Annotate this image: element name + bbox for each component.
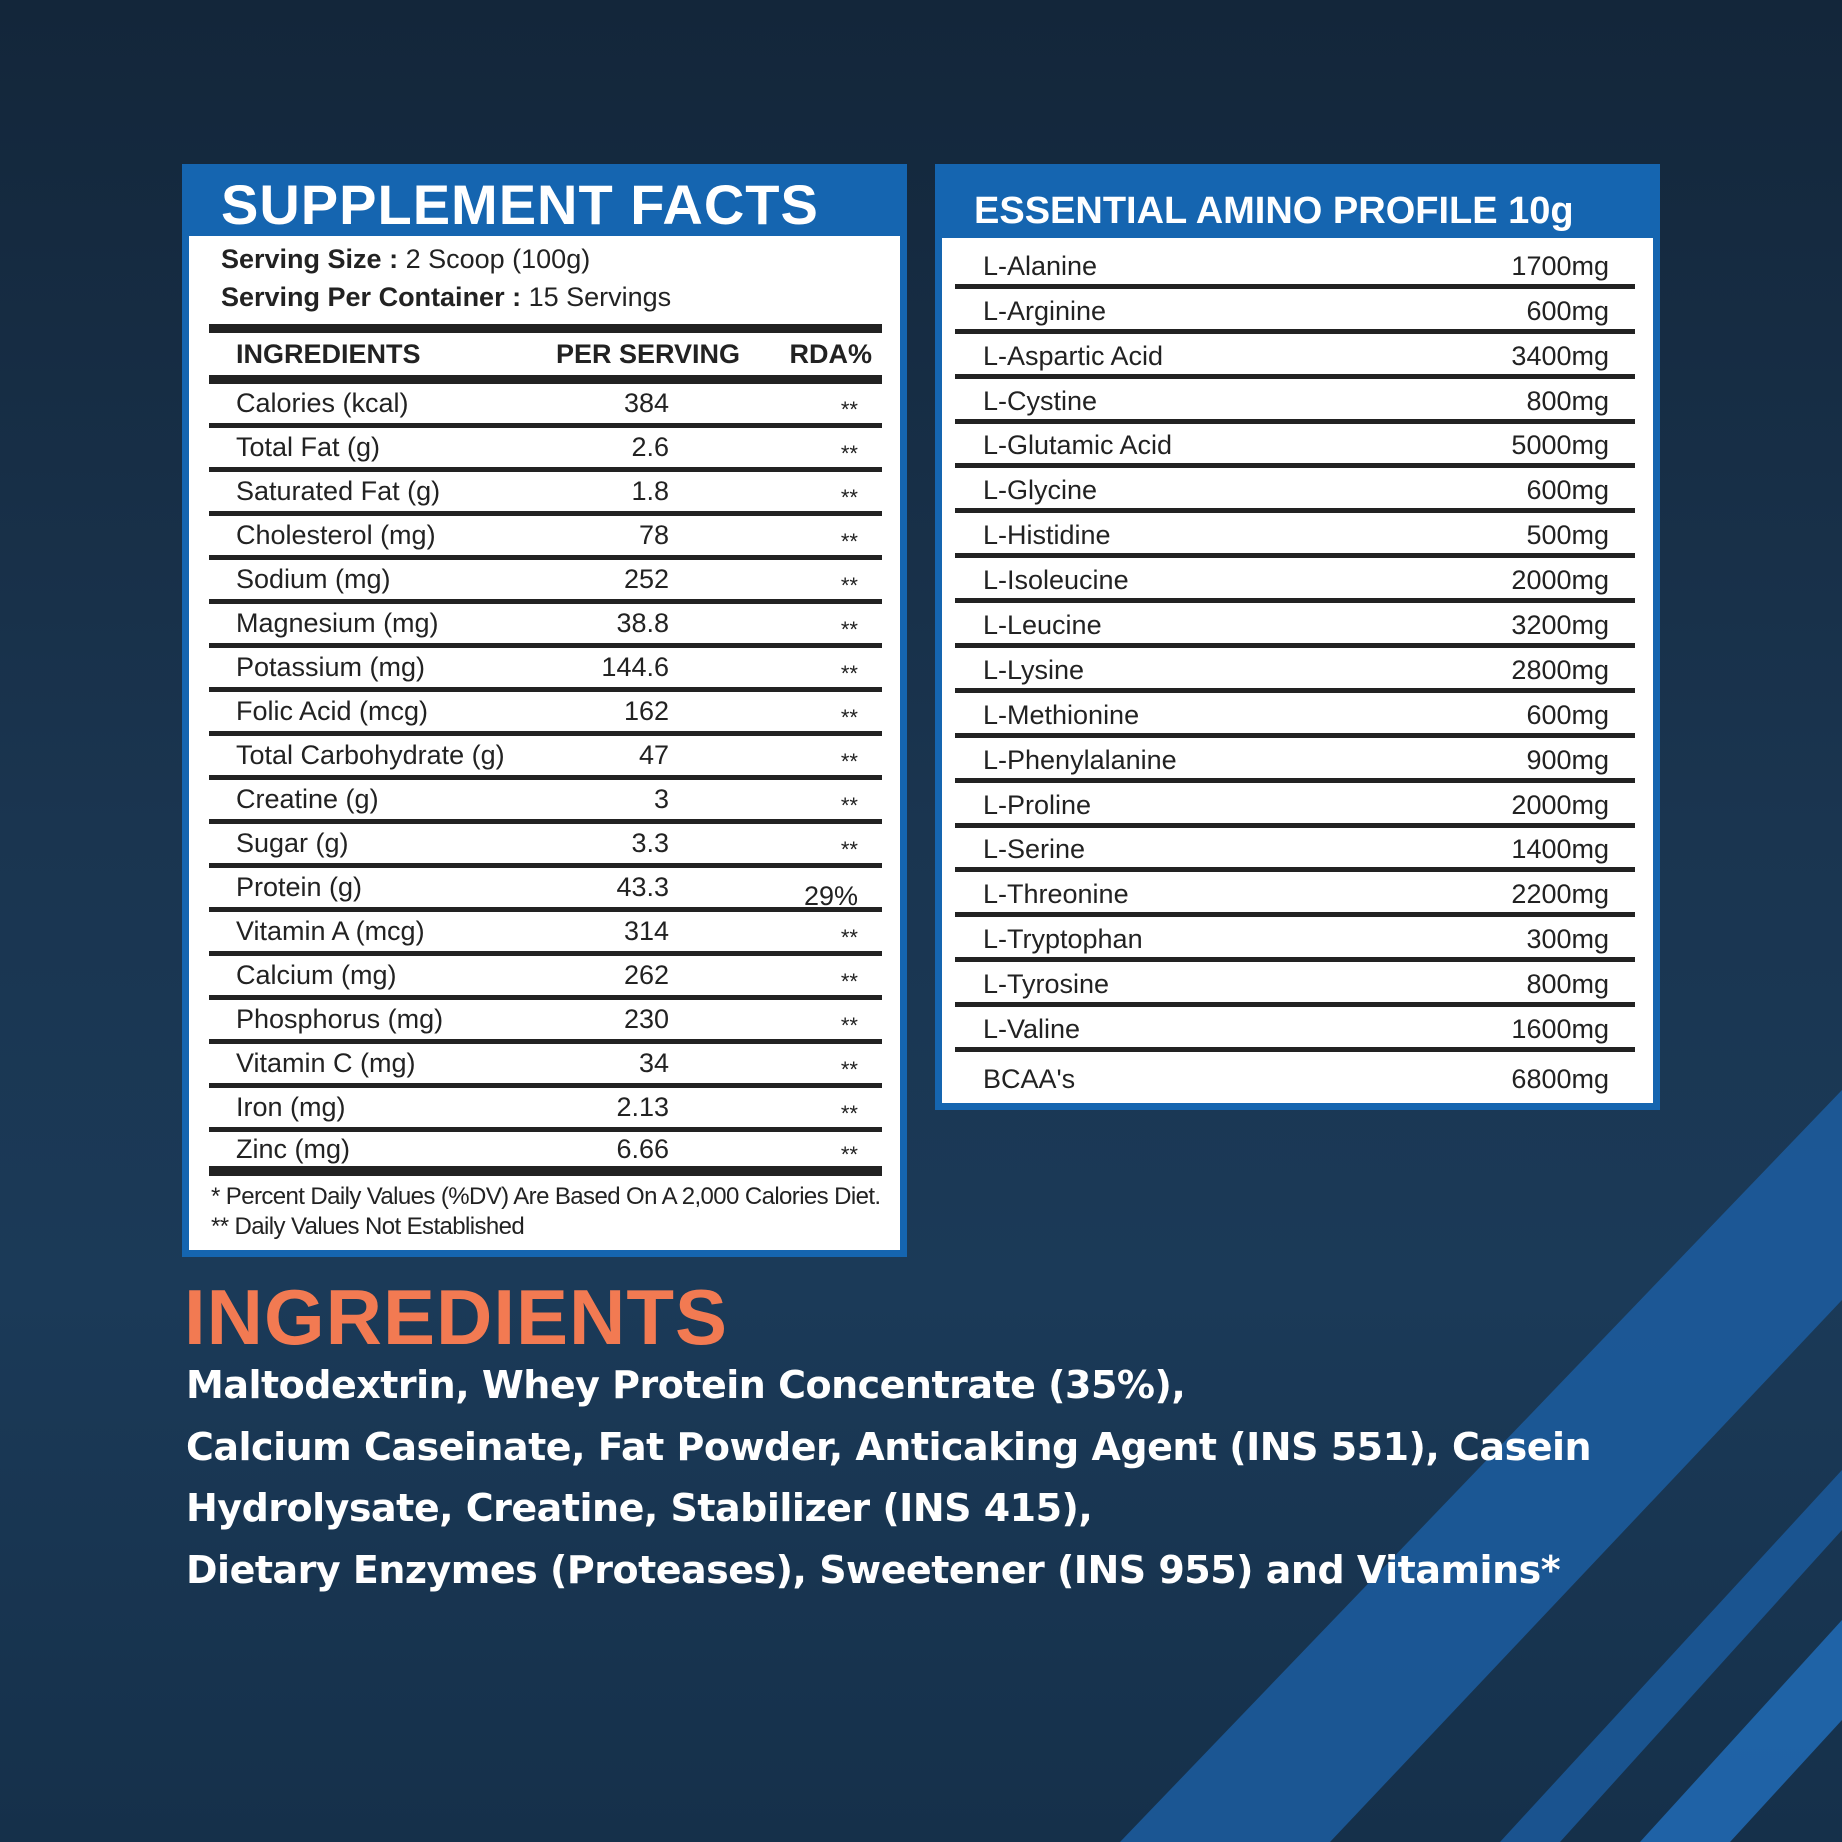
footnote: * Percent Daily Values (%DV) Are Based On A 2,000 Calories Diet. bbox=[211, 1183, 881, 1210]
amino-row bbox=[955, 244, 1635, 289]
amino-row bbox=[955, 334, 1635, 379]
table-row bbox=[209, 780, 882, 824]
per-serving-value: 262 bbox=[623, 960, 669, 990]
amino-name: L-Tryptophan bbox=[983, 924, 1143, 955]
per-serving-value: 314 bbox=[623, 916, 669, 946]
amino-value: 2000mg bbox=[1511, 565, 1609, 596]
ingredient-name: Calcium (mg) bbox=[236, 960, 397, 990]
amino-row bbox=[955, 872, 1635, 917]
per-serving-value: 6.66 bbox=[616, 1133, 669, 1164]
amino-row bbox=[955, 783, 1635, 828]
amino-value: 5000mg bbox=[1511, 430, 1609, 461]
amino-name: L-Cystine bbox=[983, 385, 1098, 416]
ingredients-line: Maltodextrin, Whey Protein Concentrate (35%), bbox=[186, 1363, 1186, 1407]
amino-name: L-Alanine bbox=[983, 250, 1098, 281]
rda-value: ** bbox=[840, 616, 858, 642]
table-row bbox=[209, 384, 882, 428]
rda-value: ** bbox=[840, 528, 858, 554]
rda-value: ** bbox=[840, 396, 858, 422]
rda-value: ** bbox=[840, 1012, 858, 1038]
amino-value: 3400mg bbox=[1511, 340, 1609, 371]
amino-row bbox=[955, 603, 1635, 648]
supplement-facts-panel bbox=[182, 164, 907, 1257]
per-serving-value: 162 bbox=[623, 696, 669, 726]
per-serving-value: 3 bbox=[653, 784, 669, 814]
per-serving-value: 252 bbox=[623, 564, 669, 594]
rda-value: ** bbox=[840, 968, 858, 994]
amino-value: 2000mg bbox=[1511, 789, 1609, 820]
rda-value: ** bbox=[840, 748, 858, 774]
table-row bbox=[209, 824, 882, 868]
table-row bbox=[209, 648, 882, 692]
amino-name: L-Glutamic Acid bbox=[983, 430, 1173, 461]
ingredient-name: Vitamin A (mcg) bbox=[236, 916, 425, 946]
per-serving-value: 144.6 bbox=[601, 652, 669, 682]
table-row bbox=[209, 516, 882, 560]
amino-profile-panel bbox=[935, 164, 1660, 1110]
amino-name: L-Methionine bbox=[983, 699, 1140, 730]
amino-name: L-Proline bbox=[983, 789, 1092, 820]
per-serving-value: 43.3 bbox=[616, 872, 669, 902]
rda-value: ** bbox=[840, 924, 858, 950]
per-serving-value: 34 bbox=[638, 1048, 669, 1078]
servings-label: Serving Per Container : bbox=[221, 282, 522, 312]
amino-row bbox=[955, 738, 1635, 783]
amino-name: L-Glycine bbox=[983, 475, 1098, 506]
rda-value: ** bbox=[840, 1142, 858, 1167]
amino-value: 2200mg bbox=[1511, 879, 1609, 910]
serving-size: 2 Scoop (100g) bbox=[405, 244, 591, 274]
ingredient-name: Cholesterol (mg) bbox=[236, 520, 436, 550]
per-serving-value: 1.8 bbox=[631, 476, 669, 506]
ingredient-name: Phosphorus (mg) bbox=[236, 1004, 444, 1034]
table-row bbox=[209, 736, 882, 780]
rda-value: ** bbox=[840, 836, 858, 862]
column-header: INGREDIENTS bbox=[236, 338, 421, 369]
servings: 15 Servings bbox=[528, 282, 672, 312]
table-row bbox=[209, 1000, 882, 1044]
table-row bbox=[209, 868, 882, 912]
amino-value: 500mg bbox=[1526, 520, 1609, 551]
amino-row bbox=[955, 558, 1635, 603]
amino-name: L-Leucine bbox=[983, 610, 1102, 641]
amino-profile-title: ESSENTIAL AMINO PROFILE 10g bbox=[942, 171, 1653, 238]
ingredients-text bbox=[186, 1355, 1591, 1601]
table-row bbox=[209, 956, 882, 1000]
rda-value: ** bbox=[840, 1056, 858, 1082]
amino-value: 1400mg bbox=[1511, 834, 1609, 865]
amino-name: L-Lysine bbox=[983, 654, 1085, 685]
table-row bbox=[209, 472, 882, 516]
rda-value: ** bbox=[840, 660, 858, 686]
per-serving-value: 78 bbox=[638, 520, 669, 550]
table-row bbox=[209, 1088, 882, 1132]
per-serving-value: 2.6 bbox=[631, 432, 669, 462]
amino-name: L-Histidine bbox=[983, 520, 1111, 551]
amino-value: 800mg bbox=[1526, 969, 1609, 1000]
amino-name: BCAA's bbox=[983, 1063, 1076, 1094]
ingredients-line: Hydrolysate, Creatine, Stabilizer (INS 415), bbox=[186, 1486, 1093, 1530]
serving-size-label: Serving Size : bbox=[221, 244, 399, 274]
amino-value: 1700mg bbox=[1511, 250, 1609, 281]
amino-name: L-Serine bbox=[983, 834, 1086, 865]
ingredient-name: Creatine (g) bbox=[236, 784, 379, 814]
amino-row bbox=[955, 693, 1635, 738]
amino-row bbox=[955, 828, 1635, 873]
amino-value: 2800mg bbox=[1511, 654, 1609, 685]
amino-row bbox=[955, 379, 1635, 424]
amino-name: L-Tyrosine bbox=[983, 969, 1110, 1000]
amino-row bbox=[955, 1052, 1635, 1097]
amino-value: 600mg bbox=[1526, 295, 1609, 326]
amino-row bbox=[955, 468, 1635, 513]
ingredient-name: Sodium (mg) bbox=[236, 564, 391, 594]
ingredient-name: Iron (mg) bbox=[236, 1092, 346, 1122]
rda-value: ** bbox=[840, 484, 858, 510]
table-row bbox=[209, 604, 882, 648]
amino-row bbox=[955, 962, 1635, 1007]
amino-name: L-Arginine bbox=[983, 295, 1107, 326]
ingredient-name: Protein (g) bbox=[236, 872, 363, 902]
ingredient-name: Calories (kcal) bbox=[236, 388, 409, 418]
amino-value: 1600mg bbox=[1511, 1014, 1609, 1045]
amino-row bbox=[955, 289, 1635, 334]
amino-row bbox=[955, 648, 1635, 693]
rda-value: ** bbox=[840, 1100, 858, 1126]
amino-row bbox=[955, 513, 1635, 558]
per-serving-value: 3.3 bbox=[631, 828, 669, 858]
footnote: ** Daily Values Not Established bbox=[211, 1213, 525, 1240]
amino-value: 900mg bbox=[1526, 744, 1609, 775]
ingredient-name: Total Carbohydrate (g) bbox=[236, 740, 505, 770]
column-header: RDA% bbox=[789, 338, 872, 369]
per-serving-value: 38.8 bbox=[616, 608, 669, 638]
amino-name: L-Isoleucine bbox=[983, 565, 1129, 596]
amino-row bbox=[955, 424, 1635, 469]
column-header: PER SERVING bbox=[556, 338, 741, 369]
rda-value: 29% bbox=[803, 881, 858, 911]
amino-row bbox=[955, 1007, 1635, 1052]
table-row bbox=[209, 912, 882, 956]
diagonal-stripe bbox=[1640, 1620, 1842, 1842]
per-serving-value: 2.13 bbox=[616, 1092, 669, 1122]
table-row bbox=[209, 692, 882, 736]
rda-value: ** bbox=[840, 792, 858, 818]
amino-value: 600mg bbox=[1526, 699, 1609, 730]
ingredient-name: Potassium (mg) bbox=[236, 652, 426, 682]
ingredients-line: Dietary Enzymes (Proteases), Sweetener (INS 955) and Vitamins* bbox=[186, 1547, 1561, 1592]
table-row bbox=[209, 1132, 882, 1176]
amino-row bbox=[955, 917, 1635, 962]
amino-name: L-Valine bbox=[983, 1014, 1081, 1045]
serving-info bbox=[189, 236, 900, 316]
ingredient-name: Zinc (mg) bbox=[236, 1133, 350, 1164]
amino-value: 300mg bbox=[1526, 924, 1609, 955]
rda-value: ** bbox=[840, 572, 858, 598]
footnotes bbox=[189, 1176, 900, 1242]
ingredient-name: Magnesium (mg) bbox=[236, 608, 439, 638]
table-row bbox=[209, 1044, 882, 1088]
amino-name: L-Aspartic Acid bbox=[983, 340, 1164, 371]
amino-value: 3200mg bbox=[1511, 610, 1609, 641]
per-serving-value: 47 bbox=[638, 740, 669, 770]
rda-value: ** bbox=[840, 704, 858, 730]
amino-value: 800mg bbox=[1526, 385, 1609, 416]
ingredient-name: Total Fat (g) bbox=[236, 432, 381, 462]
rda-value: ** bbox=[840, 440, 858, 466]
ingredients-heading: INGREDIENTS bbox=[184, 1273, 729, 1361]
per-serving-value: 384 bbox=[623, 388, 669, 418]
ingredients-line: Calcium Caseinate, Fat Powder, Anticaking Agent (INS 551), Casein bbox=[186, 1424, 1592, 1469]
ingredient-name: Folic Acid (mcg) bbox=[236, 696, 429, 726]
ingredient-name: Vitamin C (mg) bbox=[236, 1048, 416, 1078]
per-serving-value: 230 bbox=[623, 1004, 669, 1034]
ingredient-name: Sugar (g) bbox=[236, 828, 349, 858]
amino-table bbox=[955, 244, 1635, 1097]
amino-name: L-Threonine bbox=[983, 879, 1129, 910]
nutrition-table bbox=[209, 324, 882, 1176]
amino-name: L-Phenylalanine bbox=[983, 744, 1177, 775]
table-header bbox=[209, 324, 882, 384]
amino-value: 600mg bbox=[1526, 475, 1609, 506]
table-row bbox=[209, 560, 882, 604]
supplement-facts-title: SUPPLEMENT FACTS bbox=[189, 171, 900, 236]
amino-value: 6800mg bbox=[1511, 1063, 1609, 1094]
ingredient-name: Saturated Fat (g) bbox=[236, 476, 441, 506]
table-row bbox=[209, 428, 882, 472]
